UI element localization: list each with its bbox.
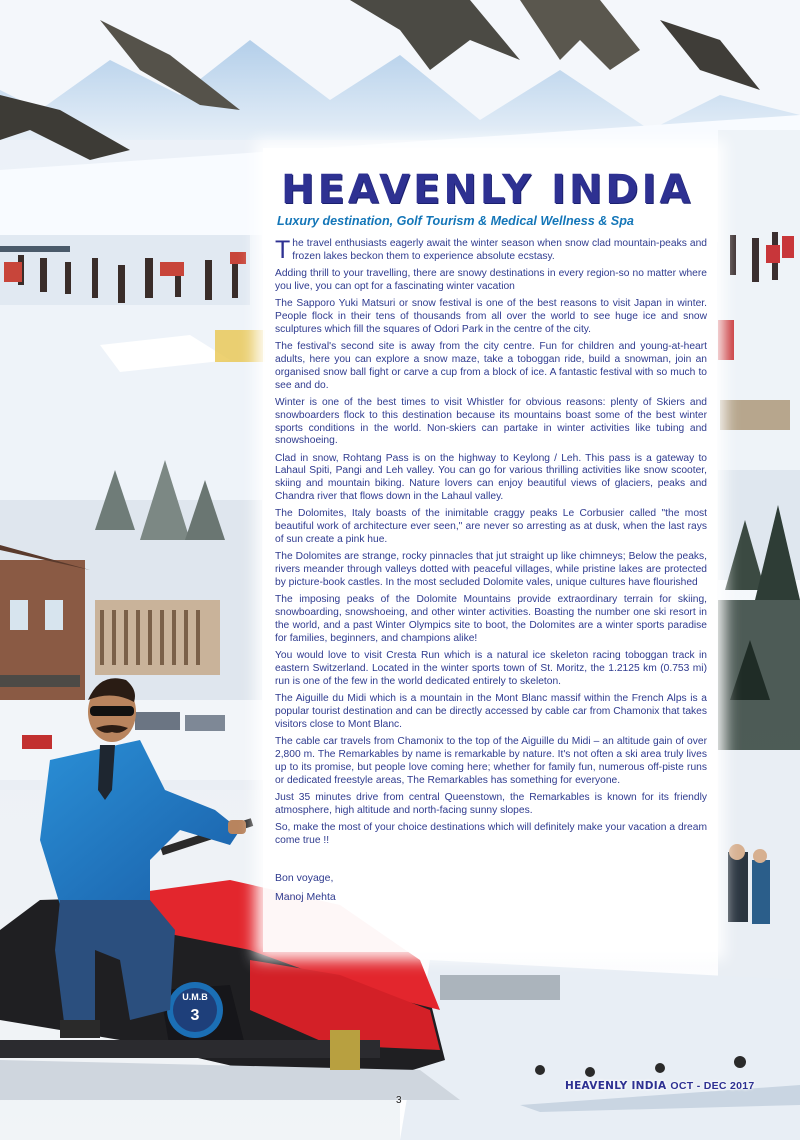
signoff-block [275, 869, 707, 907]
author-name: Manoj Mehta [275, 891, 336, 904]
paragraph: The Aiguille du Midi which is a mountain in the Mont Blanc massif within the French Alps is a popular tourist destination and can be directly accessed by cable car from Chamonix that takes visitors close to Mont Blanc. [275, 692, 707, 730]
article-subtitle: Luxury destination, Golf Tourism & Medical Wellness & Spa [277, 214, 634, 228]
paragraph: So, make the most of your choice destinations which will definitely make your vacation a dream come true !! [275, 821, 707, 846]
paragraph: The cable car travels from Chamonix to the top of the Aiguille du Midi – an altitude gain of over 2,800 m. The Remarkables by name is remarkable by nature. It's not often a ski area truly lives up to its promise, but people love coming here; whether for family fun, numerous off-piste runs or dedicated freestyle areas, The Remarkables has something for everyone. [275, 735, 707, 786]
right-side-ski-scenes [718, 130, 800, 1000]
paragraph: Adding thrill to your travelling, there are snowy destinations in every region-so no matter where you live, you can opt for a fascinating winter vacation [275, 268, 707, 292]
snowy-slope-crowd-left [0, 235, 265, 545]
paragraph: The Dolomites are strange, rocky pinnacles that jut straight up like chimneys; Below the peaks, rivers meander through valleys dotted with peaceful villages, while pristine lakes are protected by picture-book castles. In the most secluded Dolomite vales, unique cultures have flourished [275, 551, 707, 589]
paragraph: The festival's second site is away from the city centre. Fun for children and young-at-heart adults, here you can explore a snow maze, take a toboggan ride, build a snowman, join an organised snow ball fight or carve a cup from a block of ice. A fantastic festival with so much to see and do. [275, 340, 707, 391]
article-body [275, 238, 707, 847]
footer-magazine-name: HEAVENLY INDIA [565, 1080, 667, 1092]
page-number: 3 [396, 1095, 402, 1106]
paragraph: The imposing peaks of the Dolomite Mountains provide extraordinary terrain for skiing, snowboarding, snowshoeing, and other winter activities. Boasting the number one ski resort in the world, and a past Winter Olympics site to boot, the Dolomites are a winter sports paradise for families, beginners, and champions alike! [275, 594, 707, 644]
signoff-line: Bon voyage, [275, 872, 334, 885]
ski-slope-bottom [400, 960, 800, 1140]
paragraph: The Sapporo Yuki Matsuri or snow festival is one of the best reasons to visit Japan in winter. People flock in their tens of thousands from all over the world to see huge ice and snow sculptures which fill the squares of Odori Park in the centre of the city. [275, 298, 707, 335]
page-footer [565, 1080, 755, 1092]
paragraph: The travel enthusiasts eagerly await the winter season when snow clad mountain-peaks and frozen lakes beckon them to experience absolute ecstasy. [275, 236, 707, 264]
paragraph: Clad in snow, Rohtang Pass is on the highway to Keylong / Leh. This pass is a gateway to Lahaul Spiti, Pangi and Leh valley. You can go for various thrilling activities like snow scooter, skiing and mountain biking. Nature lovers can enjoy beautiful views of glaciers, peaks and Chandra river that flows down in the Lahaul valley. [275, 452, 707, 503]
article-title: HEAVENLY INDIA [281, 167, 694, 213]
paragraph: The Dolomites, Italy boasts of the inimitable craggy peaks Le Corbusier called "the most beautiful work of architecture ever seen," are never so arresting as at dusk, when the last rays of sun create a pink hue. [275, 508, 707, 546]
paragraph: Just 35 minutes drive from central Queenstown, the Remarkables is known for its friendly atmosphere, high altitude and north-facing sunny slopes. [275, 791, 707, 816]
snowmobile-badge-number: 3 [190, 1007, 200, 1024]
paragraph: You would love to visit Cresta Run which is a natural ice skeleton racing toboggan track in eastern Switzerland. Located in the winter sports town of St. Moritz, the 1.2125 km (0.753 mi) run is one of the few in the world dedicated entirely to skeleton. [275, 649, 707, 687]
footer-issue-date: OCT - DEC 2017 [670, 1080, 755, 1092]
snowmobile-badge-text: U.M.B [182, 992, 208, 1002]
article-panel [263, 148, 717, 952]
mountain-hotel-scene [0, 460, 262, 790]
paragraph: Winter is one of the best times to visit Whistler for obvious reasons: plenty of Skiers and snowboarders flock to this destination because its mountains boast some of the best winter sports conditions in the world. Non-skiers can partake in winter activities like tubing and snowshoeing. [275, 396, 707, 447]
